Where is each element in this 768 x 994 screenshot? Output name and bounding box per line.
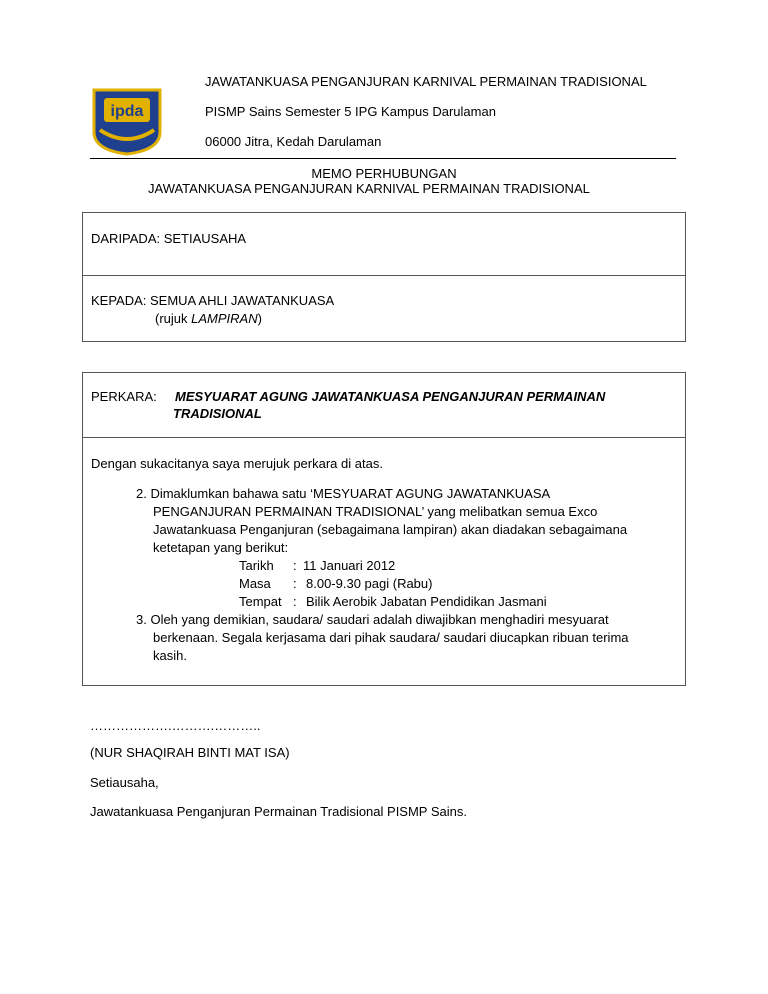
committee-name: JAWATANKUASA PENGANJURAN KARNIVAL PERMAINAN TRADISIONAL	[205, 74, 647, 89]
subject-body-box	[82, 372, 686, 686]
to-note: (rujuk LAMPIRAN)	[155, 311, 262, 326]
signatory-organization: Jawatankuasa Penganjuran Permainan Tradisional PISMP Sains.	[90, 804, 467, 819]
detail-label-date: Tarikh	[239, 558, 274, 573]
paragraph-3-line: 3. Oleh yang demikian, saudara/ saudari adalah diwajibkan menghadiri mesyuarat	[136, 612, 609, 627]
institution-line: PISMP Sains Semester 5 IPG Kampus Darulaman	[205, 104, 496, 119]
signature-dots: ……………….……….………..	[90, 718, 261, 733]
detail-separator: :	[293, 576, 297, 591]
from-to-box	[82, 212, 686, 342]
paragraph-2-line: 2. Dimaklumkan bahawa satu ‘MESYUARAT AGUNG JAWATANKUASA	[136, 486, 551, 501]
to-field: KEPADA: SEMUA AHLI JAWATANKUASA	[91, 293, 335, 308]
paragraph-2-line: ketetapan yang berikut:	[153, 540, 289, 555]
memo-subtitle: JAWATANKUASA PENGANJURAN KARNIVAL PERMAINAN TRADISIONAL	[148, 181, 590, 196]
paragraph-2-line: Jawatankuasa Penganjuran (sebagaimana lampiran) akan diadakan sebagaimana	[153, 522, 628, 537]
detail-value-venue: Bilik Aerobik Jabatan Pendidikan Jasmani	[306, 594, 547, 609]
from-field: DARIPADA: SETIAUSAHA	[91, 231, 247, 246]
detail-value-time: 8.00-9.30 pagi (Rabu)	[306, 576, 433, 591]
subject-line-1: MESYUARAT AGUNG JAWATANKUASA PENGANJURAN PERMAINAN	[175, 389, 606, 404]
subject-label: PERKARA:	[91, 389, 157, 404]
box-divider	[83, 437, 685, 438]
ipda-logo	[90, 88, 164, 156]
detail-value-date: 11 Januari 2012	[303, 558, 396, 573]
detail-separator: :	[293, 594, 297, 609]
detail-separator: :	[293, 558, 297, 573]
header-rule	[90, 158, 676, 159]
subject-line-2: TRADISIONAL	[173, 406, 262, 421]
paragraph-3-line: kasih.	[153, 648, 187, 663]
memo-title: MEMO PERHUBUNGAN	[311, 166, 457, 181]
paragraph-2-line: PENGANJURAN PERMAINAN TRADISIONAL’ yang melibatkan semua Exco	[153, 504, 598, 519]
signatory-name: (NUR SHAQIRAH BINTI MAT ISA)	[90, 745, 290, 760]
detail-label-venue: Tempat	[239, 594, 282, 609]
paragraph-3-line: berkenaan. Segala kerjasama dari pihak saudara/ saudari diucapkan ribuan terima	[153, 630, 629, 645]
body-intro: Dengan sukacitanya saya merujuk perkara di atas.	[91, 456, 383, 471]
address-line: 06000 Jitra, Kedah Darulaman	[205, 134, 382, 149]
detail-label-time: Masa	[239, 576, 271, 591]
signatory-role: Setiausaha,	[90, 775, 159, 790]
logo-text: ipda	[110, 103, 144, 120]
box-divider	[83, 275, 685, 276]
